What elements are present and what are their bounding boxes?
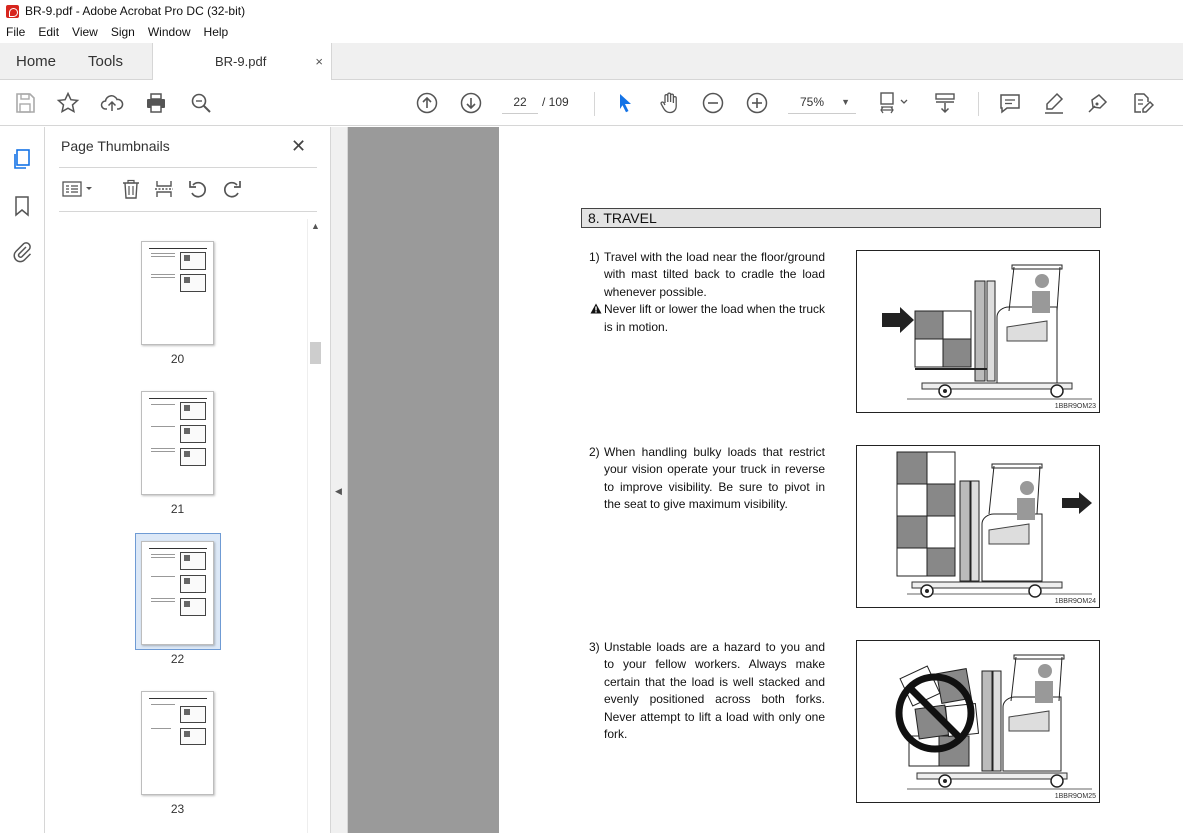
thumb-text-line: [151, 576, 175, 577]
warning-triangle-icon: [590, 303, 602, 314]
panel-title: Page Thumbnails: [61, 138, 170, 154]
section-header: [581, 208, 1101, 228]
figure-unstable-load: [856, 640, 1100, 803]
instruction-item-1: [589, 249, 825, 336]
zoom-in-icon[interactable]: [745, 91, 769, 115]
thumb-text-line: [151, 557, 175, 558]
thumb-text-line: [151, 274, 175, 275]
forklift-illustration: [857, 251, 1099, 412]
menu-bar: [0, 22, 1183, 42]
menu-sign[interactable]: Sign: [110, 25, 135, 39]
attachments-icon[interactable]: [11, 241, 33, 263]
document-tab-label: BR-9.pdf: [215, 54, 267, 69]
hand-icon[interactable]: [657, 91, 681, 115]
thumb-header: [149, 548, 207, 549]
options-menu-icon[interactable]: [61, 179, 95, 199]
forklift-illustration: [857, 446, 1099, 607]
rotate-counterclockwise-icon[interactable]: [188, 179, 208, 199]
thumbnail-label: 23: [170, 802, 185, 816]
close-panel-icon[interactable]: ✕: [291, 136, 307, 156]
figure-travel-load-low: [856, 250, 1100, 413]
title-bar: [0, 0, 1183, 22]
page-thumbnails-panel: [45, 127, 330, 833]
tab-tools[interactable]: Tools: [88, 53, 124, 70]
select-cursor-icon[interactable]: [613, 91, 637, 115]
rotate-clockwise-icon[interactable]: [222, 179, 242, 199]
thumb-figure: [180, 448, 206, 466]
chevron-up-icon[interactable]: ▲: [311, 221, 320, 231]
thumb-figure: [180, 274, 206, 292]
chevron-down-icon: ▼: [841, 97, 850, 107]
thumbnail-label: 21: [170, 502, 185, 516]
insert-page-icon[interactable]: [154, 179, 174, 199]
collapse-panel-icon[interactable]: ◀: [335, 486, 342, 496]
instruction-item-2: [589, 444, 825, 514]
thumb-text-line: [151, 598, 175, 599]
figure-code: 1BBR9OM24: [1054, 598, 1096, 605]
comment-icon[interactable]: [998, 91, 1022, 115]
zoom-dropdown[interactable]: [788, 90, 856, 114]
left-navigation-rail: [0, 127, 45, 833]
panel-divider: [59, 211, 317, 212]
close-tab-icon[interactable]: ×: [315, 54, 323, 69]
thumb-text-line: [151, 426, 175, 427]
thumb-figure: [180, 552, 206, 570]
fit-page-icon[interactable]: [878, 91, 912, 115]
thumb-header: [149, 698, 207, 699]
menu-window[interactable]: Window: [147, 25, 191, 39]
pdf-page: [499, 127, 1183, 833]
item-text: When handling bulky loads that restrict your vision operate your truck in reverse to improve visibility. Be sure to pivot in the seat to give maximum visibility.: [604, 445, 825, 512]
menu-file[interactable]: File: [6, 25, 26, 39]
thumb-text-line: [151, 448, 175, 449]
thumb-header: [149, 398, 207, 399]
panel-splitter[interactable]: [330, 127, 348, 833]
thumbnail-page-20[interactable]: [141, 241, 214, 345]
figure-code: 1BBR9OM25: [1054, 793, 1096, 800]
thumb-text-line: [151, 404, 175, 405]
window-title: BR-9.pdf - Adobe Acrobat Pro DC (32-bit): [25, 4, 246, 18]
prev-page-icon[interactable]: [415, 91, 439, 115]
thumbnail-label: 22: [170, 652, 185, 666]
item-number: 2): [589, 445, 600, 459]
find-icon[interactable]: [189, 91, 213, 115]
thumb-figure: [180, 575, 206, 593]
thumb-figure: [180, 598, 206, 616]
bulky-load-stack: [897, 452, 955, 576]
next-page-icon[interactable]: [459, 91, 483, 115]
bookmarks-icon[interactable]: [11, 195, 33, 217]
thumbnails-scrollbar[interactable]: [307, 219, 322, 833]
acrobat-logo-icon: [6, 5, 19, 18]
sign-icon[interactable]: [1086, 91, 1110, 115]
forklift-illustration: [857, 641, 1099, 802]
upload-icon[interactable]: [100, 91, 124, 115]
toolbar: [0, 80, 1183, 126]
scroll-mode-icon[interactable]: [933, 91, 957, 115]
figure-travel-reverse: [856, 445, 1100, 608]
thumb-text-line: [151, 256, 175, 257]
item-text: Unstable loads are a hazard to you and to your fellow workers. Always make certain that the load is well stacked and evenly positioned across both forks. Never attempt to lift a load with only one fork.: [604, 640, 825, 742]
thumb-figure: [180, 252, 206, 270]
edit-icon[interactable]: [1130, 91, 1154, 115]
menu-help[interactable]: Help: [203, 25, 229, 39]
thumb-text-line: [151, 728, 171, 729]
delete-page-icon[interactable]: [121, 179, 141, 199]
panel-divider: [59, 167, 317, 168]
item-number: 1): [589, 250, 600, 264]
tab-bar: [0, 43, 1183, 80]
thumbnail-page-22[interactable]: [141, 541, 214, 645]
page-number-input[interactable]: 22: [502, 90, 538, 114]
thumbnail-page-23[interactable]: [141, 691, 214, 795]
warning-line: [604, 301, 825, 336]
thumb-text-line: [151, 451, 175, 452]
thumb-figure: [180, 728, 206, 745]
toolbar-divider: [594, 92, 595, 116]
thumb-figure: [180, 402, 206, 420]
thumb-figure: [180, 706, 206, 723]
thumb-text-line: [151, 704, 175, 705]
thumb-text-line: [151, 277, 175, 278]
scrollbar-thumb[interactable]: [310, 342, 321, 364]
zoom-out-icon[interactable]: [701, 91, 725, 115]
thumb-text-line: [151, 554, 175, 555]
save-icon[interactable]: [13, 91, 37, 115]
thumb-text-line: [151, 253, 175, 254]
warning-text: Never lift or lower the load when the truck is in motion.: [604, 302, 825, 334]
item-number: 3): [589, 640, 600, 654]
thumbnail-label: 20: [170, 352, 185, 366]
menu-edit[interactable]: Edit: [38, 25, 60, 39]
section-title: 8. TRAVEL: [588, 210, 657, 226]
figure-code: 1BBR9OM23: [1054, 403, 1096, 410]
bookmark-star-icon[interactable]: [56, 91, 80, 115]
print-icon[interactable]: [144, 91, 168, 115]
page-thumbnails-icon[interactable]: [11, 148, 33, 170]
item-text: Travel with the load near the floor/ground with mast tilted back to cradle the load whenever possible.: [604, 250, 825, 299]
page-total: / 109: [542, 95, 569, 109]
tab-home[interactable]: Home: [16, 53, 57, 70]
menu-view[interactable]: View: [72, 25, 98, 39]
thumb-header: [149, 248, 207, 249]
thumb-figure: [180, 425, 206, 443]
thumbnail-page-21[interactable]: [141, 391, 214, 495]
toolbar-divider: [978, 92, 979, 116]
instruction-item-3: [589, 639, 825, 743]
thumb-text-line: [151, 601, 175, 602]
load-stack: [915, 311, 971, 367]
highlight-icon[interactable]: [1042, 91, 1066, 115]
document-viewport[interactable]: [348, 127, 1183, 833]
tab-document[interactable]: [152, 43, 332, 81]
zoom-value: 75%: [800, 95, 825, 109]
